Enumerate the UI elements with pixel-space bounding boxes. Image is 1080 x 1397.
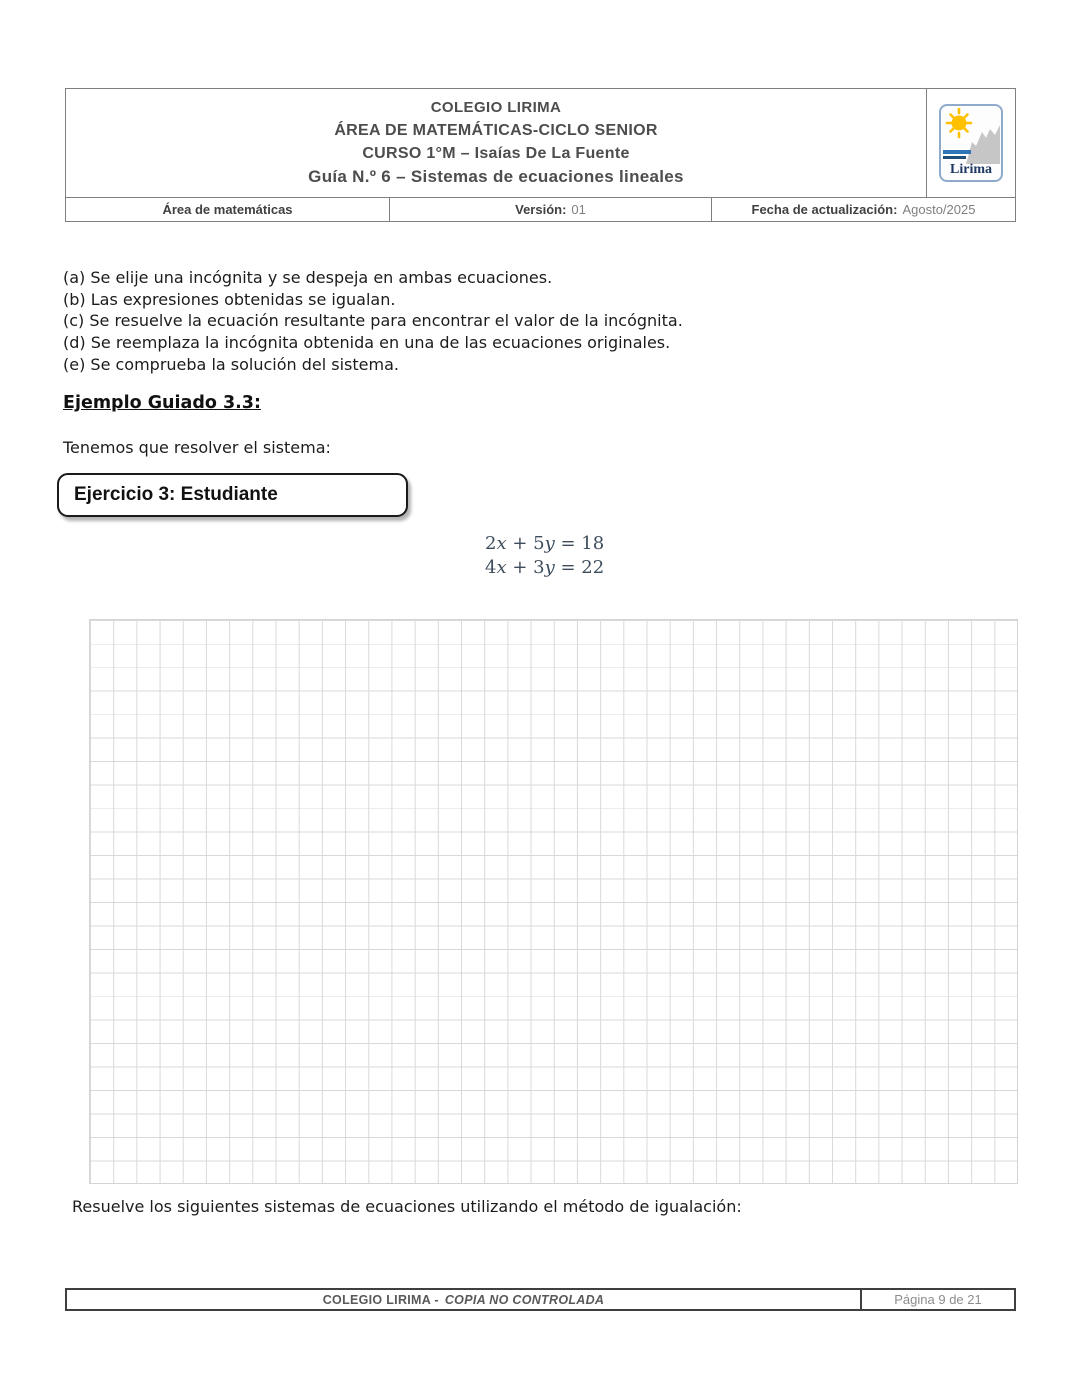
version-label: Versión: <box>515 202 567 217</box>
footer-copy-status: COPIA NO CONTROLADA <box>444 1292 605 1307</box>
example-intro-text: Tenemos que resolver el sistema: <box>63 438 331 457</box>
graph-paper-workspace <box>89 619 1018 1184</box>
date-label: Fecha de actualización: <box>751 202 898 217</box>
version-value: 01 <box>571 202 586 217</box>
header-title-cell <box>66 89 927 197</box>
logo-wordmark: Lirima <box>950 162 992 177</box>
method-steps-list <box>63 267 823 376</box>
equation-system <box>485 532 604 580</box>
step-item-b: (b) Las expresiones obtenidas se igualan. <box>63 289 396 309</box>
exercise-label-box <box>57 473 408 517</box>
example-heading: Ejemplo Guiado 3.3: <box>63 393 261 413</box>
page-number: Página 9 de 21 <box>894 1292 982 1307</box>
equation-2: 4x + 3y = 22 <box>485 557 605 578</box>
meta-date-cell <box>711 198 1015 221</box>
meta-version-cell <box>389 198 711 221</box>
step-item-a: (a) Se elije una incógnita y se despeja en ambas ecuaciones. <box>63 268 553 287</box>
meta-area-cell: Área de matemáticas <box>162 202 293 217</box>
school-name: COLEGIO LIRIMA <box>430 99 562 116</box>
footer-copy-cell <box>67 1290 862 1309</box>
date-value: Agosto/2025 <box>902 202 976 217</box>
document-footer-table <box>65 1288 1016 1311</box>
footer-school-text: COLEGIO LIRIMA - <box>322 1292 439 1307</box>
practice-instruction: Resuelve los siguientes sistemas de ecuaciones utilizando el método de igualación: <box>72 1197 742 1216</box>
school-logo <box>939 104 1003 182</box>
step-item-e: (e) Se comprueba la solución del sistema. <box>63 354 399 374</box>
header-top-row <box>66 89 1015 198</box>
exercise-label: Ejercicio 3: Estudiante <box>74 484 278 505</box>
step-item-c: (c) Se resuelve la ecuación resultante para encontrar el valor de la incógnita. <box>63 311 683 331</box>
step-item-d: (d) Se reemplaza la incógnita obtenida en una de las ecuaciones originales. <box>63 333 671 353</box>
guide-title: Guía N.º 6 – Sistemas de ecuaciones lineales <box>308 167 684 186</box>
course-line: CURSO 1°M – Isaías De La Fuente <box>362 145 630 162</box>
department-line: ÁREA DE MATEMÁTICAS-CICLO SENIOR <box>334 122 658 139</box>
equation-1: 2x + 5y = 18 <box>485 533 605 554</box>
header-meta-row <box>66 198 1015 221</box>
header-logo-cell <box>927 89 1015 197</box>
document-header-table <box>65 88 1016 222</box>
sun-mountain-icon <box>942 108 1002 164</box>
